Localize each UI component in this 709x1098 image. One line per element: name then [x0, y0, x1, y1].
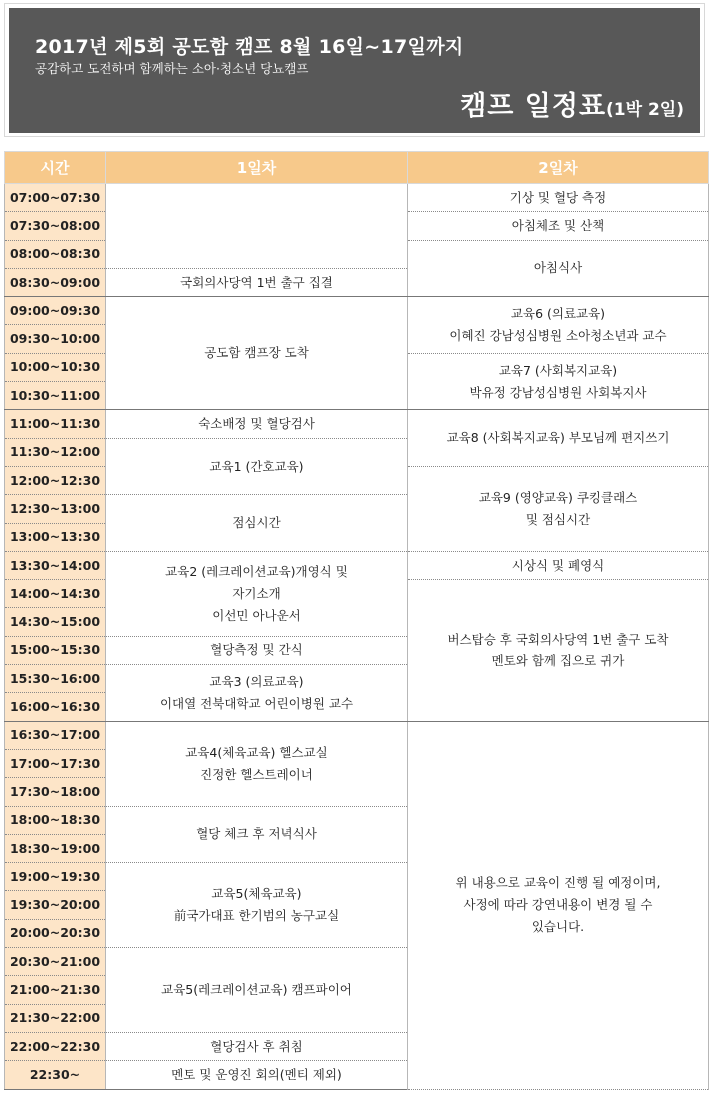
day2-note-line1: 위 내용으로 교육이 진행 될 예정이며,: [455, 875, 661, 891]
schedule-title-suffix: (1박 2일): [606, 100, 684, 120]
day1-sleep-cell: 혈당검사 후 취침: [106, 1032, 408, 1060]
time-cell: 08:00~08:30: [5, 240, 106, 268]
day1-assembly-cell: 국회의사당역 1번 출구 집결: [106, 268, 408, 296]
column-header-day1: 1일차: [106, 152, 408, 184]
camp-subtitle: 공감하고 도전하며 함께하는 소아·청소년 당뇨캠프: [35, 61, 309, 76]
time-cell: 20:30~21:00: [5, 948, 106, 976]
time-cell: 17:30~18:00: [5, 778, 106, 806]
day2-edu9-detail: 및 점심시간: [525, 511, 591, 527]
time-cell: 09:30~10:00: [5, 325, 106, 353]
day2-edu6-title: 교육6 (의료교육): [510, 306, 606, 322]
header-banner: [9, 8, 700, 133]
time-cell: 13:30~14:00: [5, 551, 106, 579]
time-cell: 18:00~18:30: [5, 806, 106, 834]
day1-edu1-cell: 교육1 (간호교육): [106, 438, 408, 495]
schedule-title-main: 캠프 일정표: [460, 91, 607, 122]
time-cell: 22:30~: [5, 1061, 106, 1089]
column-header-time: 시간: [5, 152, 106, 184]
day2-note-line2: 사정에 따라 강연내용이 변경 될 수: [463, 897, 653, 913]
day2-note-cell: [408, 721, 709, 1089]
time-cell: 10:00~10:30: [5, 353, 106, 381]
day1-lunch-cell: 점심시간: [106, 495, 408, 552]
day1-campfire-cell: 교육5(레크레이션교육) 캠프파이어: [106, 948, 408, 1033]
time-cell: 19:30~20:00: [5, 891, 106, 919]
table-row: [5, 297, 709, 325]
day1-edu2-title: 교육2 (레크레이션교육)개영식 및: [165, 563, 348, 579]
time-cell: 11:00~11:30: [5, 410, 106, 438]
day2-return-line2: 멘토와 함께 집으로 귀가: [491, 653, 625, 669]
time-cell: 20:00~20:30: [5, 919, 106, 947]
camp-title: 2017년 제5회 공도함 캠프 8월 16일~17일까지: [35, 36, 464, 58]
day1-dinner-cell: 혈당 체크 후 저녁식사: [106, 806, 408, 863]
time-cell: 22:00~22:30: [5, 1032, 106, 1060]
time-cell: 21:00~21:30: [5, 976, 106, 1004]
time-cell: 14:00~14:30: [5, 580, 106, 608]
day1-edu5-title: 교육5(체육교육): [211, 886, 302, 902]
day1-edu2-cell: [106, 551, 408, 636]
time-cell: 07:30~08:00: [5, 212, 106, 240]
time-cell: 12:00~12:30: [5, 466, 106, 494]
schedule-table: [4, 151, 709, 1090]
day1-edu2-lecturer: 이선민 아나운서: [212, 607, 301, 623]
day1-arrival-cell: 공도함 캠프장 도착: [106, 297, 408, 410]
day1-edu4-title: 교육4(체육교육) 헬스교실: [185, 744, 328, 760]
day2-edu9-cell: [408, 466, 709, 551]
day1-edu2-detail: 자기소개: [232, 585, 281, 601]
day1-edu3-title: 교육3 (의료교육): [209, 673, 304, 689]
table-row: [5, 721, 709, 749]
day2-edu6-cell: [408, 297, 709, 354]
day1-snack-cell: 혈당측정 및 간식: [106, 636, 408, 664]
table-row: [5, 410, 709, 438]
day1-edu5-cell: [106, 863, 408, 948]
time-cell: 11:30~12:00: [5, 438, 106, 466]
time-cell: 16:30~17:00: [5, 721, 106, 749]
day2-edu6-lecturer: 이혜진 강남성심병원 소아청소년과 교수: [449, 327, 667, 343]
time-cell: 21:30~22:00: [5, 1004, 106, 1032]
column-header-day2: 2일차: [408, 152, 709, 184]
time-cell: 09:00~09:30: [5, 297, 106, 325]
schedule-title: [460, 84, 684, 123]
table-row: [5, 551, 709, 579]
time-cell: 19:00~19:30: [5, 863, 106, 891]
table-row: [5, 184, 709, 212]
time-cell: 17:00~17:30: [5, 749, 106, 777]
time-cell: 08:30~09:00: [5, 268, 106, 296]
day1-edu3-cell: [106, 665, 408, 722]
day2-edu8-cell: 교육8 (사회복지교육) 부모님께 편지쓰기: [408, 410, 709, 467]
day2-edu7-lecturer: 박유정 강남성심병원 사회복지사: [469, 384, 647, 400]
header-row: [5, 152, 709, 184]
day2-edu9-title: 교육9 (영양교육) 쿠킹클래스: [478, 490, 638, 506]
day2-return-line1: 버스탑승 후 국회의사당역 1번 출구 도착: [447, 631, 669, 647]
time-cell: 16:00~16:30: [5, 693, 106, 721]
time-cell: 15:00~15:30: [5, 636, 106, 664]
day2-edu7-cell: [408, 353, 709, 410]
time-cell: 12:30~13:00: [5, 495, 106, 523]
time-cell: 15:30~16:00: [5, 665, 106, 693]
day2-return-cell: [408, 580, 709, 721]
day2-wake-cell: 기상 및 혈당 측정: [408, 184, 709, 212]
day1-empty-cell: [106, 184, 408, 269]
time-cell: 10:30~11:00: [5, 382, 106, 410]
header-frame: [4, 3, 705, 137]
day1-edu3-lecturer: 이대열 전북대학교 어린이병원 교수: [159, 695, 354, 711]
time-cell: 18:30~19:00: [5, 834, 106, 862]
day1-edu5-lecturer: 前국가대표 한기범의 농구교실: [173, 908, 340, 924]
day2-exercise-cell: 아침체조 및 산책: [408, 212, 709, 240]
day1-edu4-lecturer: 진정한 헬스트레이너: [200, 766, 313, 782]
day1-meeting-cell: 멘토 및 운영진 회의(멘티 제외): [106, 1061, 408, 1089]
time-cell: 07:00~07:30: [5, 184, 106, 212]
time-cell: 14:30~15:00: [5, 608, 106, 636]
day2-edu7-title: 교육7 (사회복지교육): [498, 362, 618, 378]
day2-closing-cell: 시상식 및 폐영식: [408, 551, 709, 579]
day2-note-line3: 있습니다.: [531, 919, 585, 934]
time-cell: 13:00~13:30: [5, 523, 106, 551]
day1-edu4-cell: [106, 721, 408, 806]
day1-lodging-cell: 숙소배정 및 혈당검사: [106, 410, 408, 438]
day2-breakfast-cell: 아침식사: [408, 240, 709, 297]
